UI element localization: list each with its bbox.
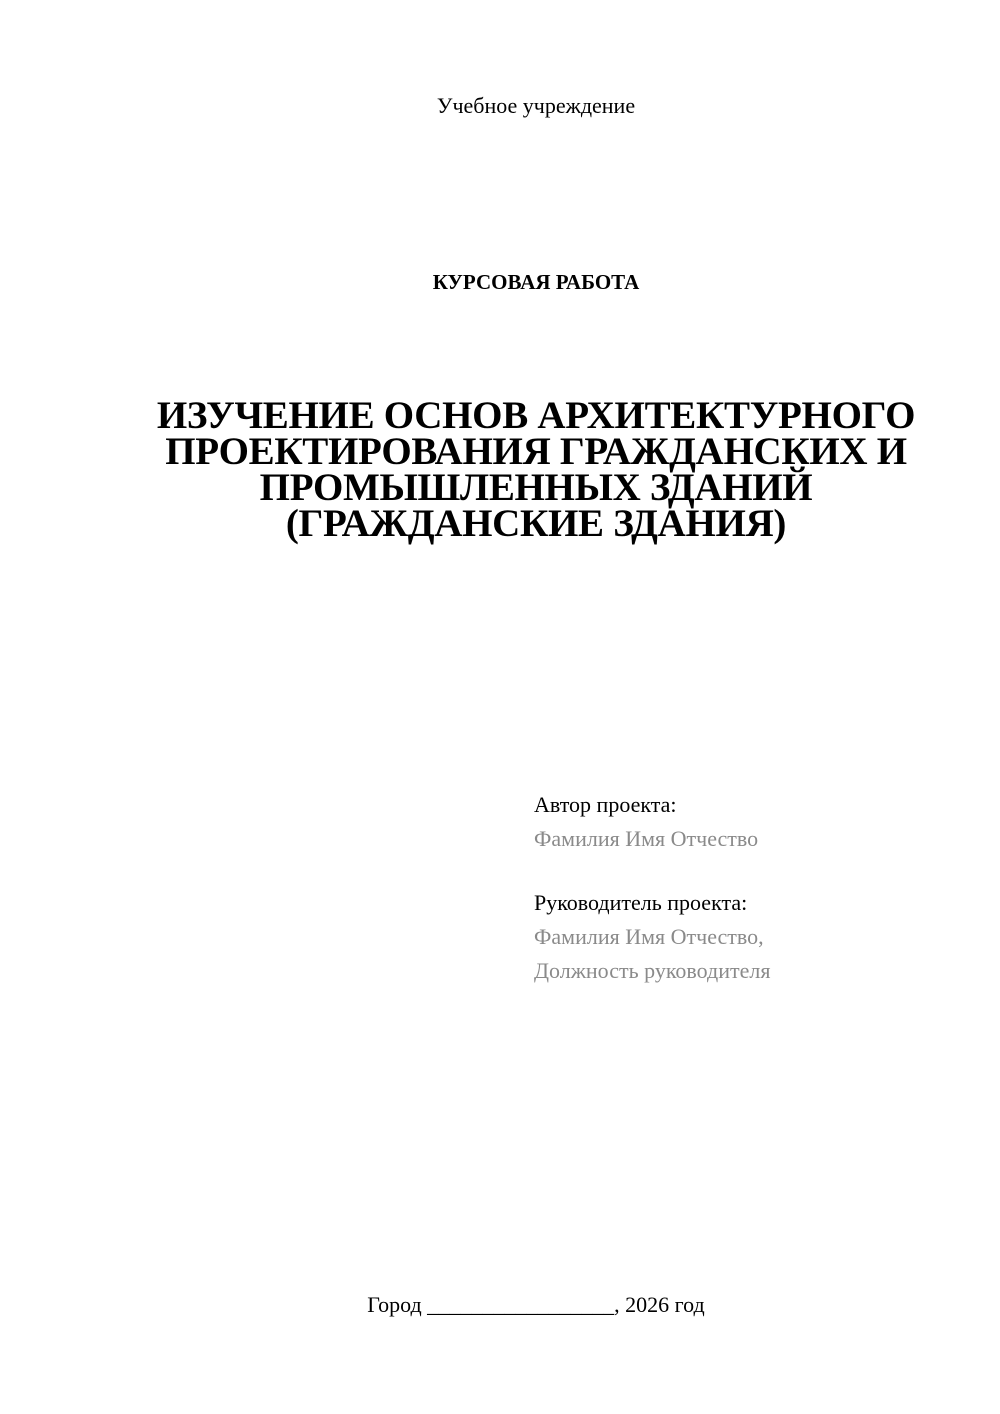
credits-spacer	[534, 856, 974, 886]
city-year-line: Город _________________, 2026 год	[367, 1292, 705, 1317]
document-title	[100, 394, 972, 545]
title-line: ПРОЕКТИРОВАНИЯ ГРАЖДАНСКИХ И	[165, 430, 907, 473]
title-line: ИЗУЧЕНИЕ ОСНОВ АРХИТЕКТУРНОГО	[156, 394, 916, 437]
title-line: (ГРАЖДАНСКИЕ ЗДАНИЯ)	[285, 502, 787, 545]
author-label: Автор проекта:	[534, 792, 677, 817]
supervisor-label: Руководитель проекта:	[534, 890, 748, 915]
work-type-heading: КУРСОВАЯ РАБОТА	[432, 270, 640, 294]
supervisor-position: Должность руководителя	[534, 958, 771, 983]
title-line: ПРОМЫШЛЕННЫХ ЗДАНИЙ	[259, 466, 813, 509]
credits-block	[534, 788, 974, 988]
supervisor-name: Фамилия Имя Отчество,	[534, 924, 764, 949]
institution-name: Учебное учреждение	[436, 93, 636, 118]
author-name: Фамилия Имя Отчество	[534, 826, 759, 851]
